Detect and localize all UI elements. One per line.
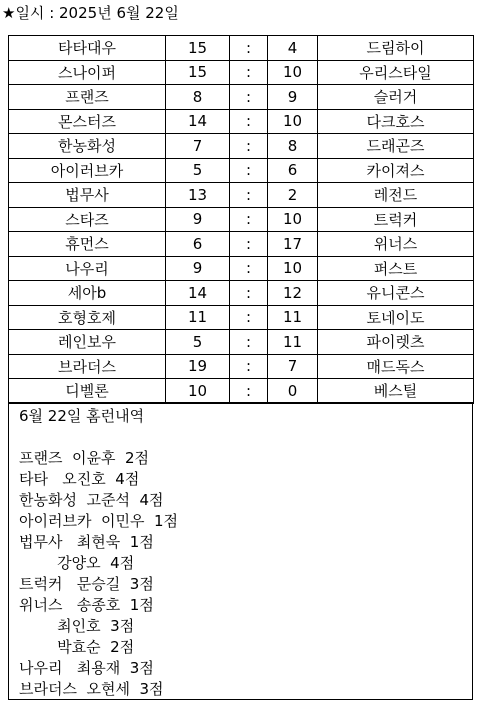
- match-row: [9, 354, 474, 379]
- home-score-cell: 9: [166, 207, 230, 232]
- page-title: ★일시 : 2025년 6월 22일: [2, 4, 179, 22]
- away-score-cell: 0: [268, 379, 318, 404]
- away-team-cell: 드림하이: [318, 36, 474, 61]
- homerun-line: 트럭커 문승길 3점: [19, 575, 154, 593]
- match-row: [9, 109, 474, 134]
- home-score-cell: 15: [166, 60, 230, 85]
- away-score-cell: 4: [268, 36, 318, 61]
- away-score-cell: 10: [268, 256, 318, 281]
- home-team-cell: 호형호제: [9, 305, 166, 330]
- away-score-cell: 6: [268, 158, 318, 183]
- home-score-cell: 10: [166, 379, 230, 404]
- score-separator-cell: :: [230, 379, 268, 404]
- homerun-heading: 6월 22일 홈런내역: [19, 407, 145, 425]
- away-team-cell: 베스틸: [318, 379, 474, 404]
- home-score-cell: 8: [166, 85, 230, 110]
- match-row: [9, 158, 474, 183]
- away-score-cell: 11: [268, 330, 318, 355]
- home-score-cell: 7: [166, 134, 230, 159]
- away-team-cell: 다크호스: [318, 109, 474, 134]
- homerun-line: 나우리 최용재 3점: [19, 659, 154, 677]
- home-team-cell: 휴먼스: [9, 232, 166, 257]
- match-row: [9, 379, 474, 404]
- score-separator-cell: :: [230, 305, 268, 330]
- match-row: [9, 256, 474, 281]
- away-team-cell: 퍼스트: [318, 256, 474, 281]
- away-team-cell: 매드독스: [318, 354, 474, 379]
- homerun-line: 브라더스 오현세 3점: [19, 680, 164, 698]
- home-team-cell: 레인보우: [9, 330, 166, 355]
- away-team-cell: 우리스타일: [318, 60, 474, 85]
- home-score-cell: 6: [166, 232, 230, 257]
- score-separator-cell: :: [230, 207, 268, 232]
- score-separator-cell: :: [230, 281, 268, 306]
- match-row: [9, 60, 474, 85]
- score-separator-cell: :: [230, 85, 268, 110]
- away-team-cell: 슬러거: [318, 85, 474, 110]
- homerun-line: 아이러브카 이민우 1점: [19, 512, 179, 530]
- homerun-line: 프랜즈 이윤후 2점: [19, 449, 150, 467]
- home-team-cell: 스나이퍼: [9, 60, 166, 85]
- score-separator-cell: :: [230, 36, 268, 61]
- home-score-cell: 11: [166, 305, 230, 330]
- home-team-cell: 나우리: [9, 256, 166, 281]
- home-team-cell: 세아b: [9, 281, 166, 306]
- away-score-cell: 7: [268, 354, 318, 379]
- away-team-cell: 토네이도: [318, 305, 474, 330]
- score-separator-cell: :: [230, 330, 268, 355]
- away-score-cell: 10: [268, 109, 318, 134]
- homerun-line: 한농화성 고준석 4점: [19, 491, 164, 509]
- match-row: [9, 232, 474, 257]
- homerun-line: 강양오 4점: [19, 554, 135, 572]
- away-score-cell: 11: [268, 305, 318, 330]
- away-team-cell: 유니콘스: [318, 281, 474, 306]
- home-score-cell: 13: [166, 183, 230, 208]
- away-score-cell: 10: [268, 60, 318, 85]
- homerun-line: 박효순 2점: [19, 638, 135, 656]
- match-row: [9, 330, 474, 355]
- home-score-cell: 14: [166, 281, 230, 306]
- home-score-cell: 5: [166, 158, 230, 183]
- away-score-cell: 10: [268, 207, 318, 232]
- match-row: [9, 207, 474, 232]
- score-separator-cell: :: [230, 134, 268, 159]
- away-score-cell: 17: [268, 232, 318, 257]
- score-separator-cell: :: [230, 256, 268, 281]
- match-row: [9, 134, 474, 159]
- away-team-cell: 위너스: [318, 232, 474, 257]
- match-row: [9, 281, 474, 306]
- home-team-cell: 몬스터즈: [9, 109, 166, 134]
- score-table: [8, 35, 474, 404]
- homerun-line: 최인호 3점: [19, 617, 135, 635]
- score-separator-cell: :: [230, 354, 268, 379]
- away-score-cell: 8: [268, 134, 318, 159]
- homerun-line: 법무사 최현욱 1점: [19, 533, 154, 551]
- away-team-cell: 카이져스: [318, 158, 474, 183]
- score-separator-cell: :: [230, 109, 268, 134]
- home-score-cell: 9: [166, 256, 230, 281]
- home-team-cell: 한농화성: [9, 134, 166, 159]
- score-separator-cell: :: [230, 158, 268, 183]
- away-team-cell: 드래곤즈: [318, 134, 474, 159]
- away-score-cell: 2: [268, 183, 318, 208]
- score-separator-cell: :: [230, 183, 268, 208]
- home-team-cell: 타타대우: [9, 36, 166, 61]
- home-team-cell: 디벨론: [9, 379, 166, 404]
- homerun-box: [8, 402, 473, 700]
- away-score-cell: 12: [268, 281, 318, 306]
- home-team-cell: 브라더스: [9, 354, 166, 379]
- score-separator-cell: :: [230, 232, 268, 257]
- away-team-cell: 레전드: [318, 183, 474, 208]
- homerun-line: 위너스 송종호 1점: [19, 596, 154, 614]
- homerun-line: 타타 오진호 4점: [19, 470, 140, 488]
- match-row: [9, 183, 474, 208]
- home-team-cell: 법무사: [9, 183, 166, 208]
- home-score-cell: 14: [166, 109, 230, 134]
- home-score-cell: 5: [166, 330, 230, 355]
- home-score-cell: 15: [166, 36, 230, 61]
- home-team-cell: 프랜즈: [9, 85, 166, 110]
- away-team-cell: 트럭커: [318, 207, 474, 232]
- home-team-cell: 아이러브카: [9, 158, 166, 183]
- home-score-cell: 19: [166, 354, 230, 379]
- away-score-cell: 9: [268, 85, 318, 110]
- score-separator-cell: :: [230, 60, 268, 85]
- match-row: [9, 36, 474, 61]
- match-row: [9, 85, 474, 110]
- away-team-cell: 파이렛츠: [318, 330, 474, 355]
- match-row: [9, 305, 474, 330]
- home-team-cell: 스타즈: [9, 207, 166, 232]
